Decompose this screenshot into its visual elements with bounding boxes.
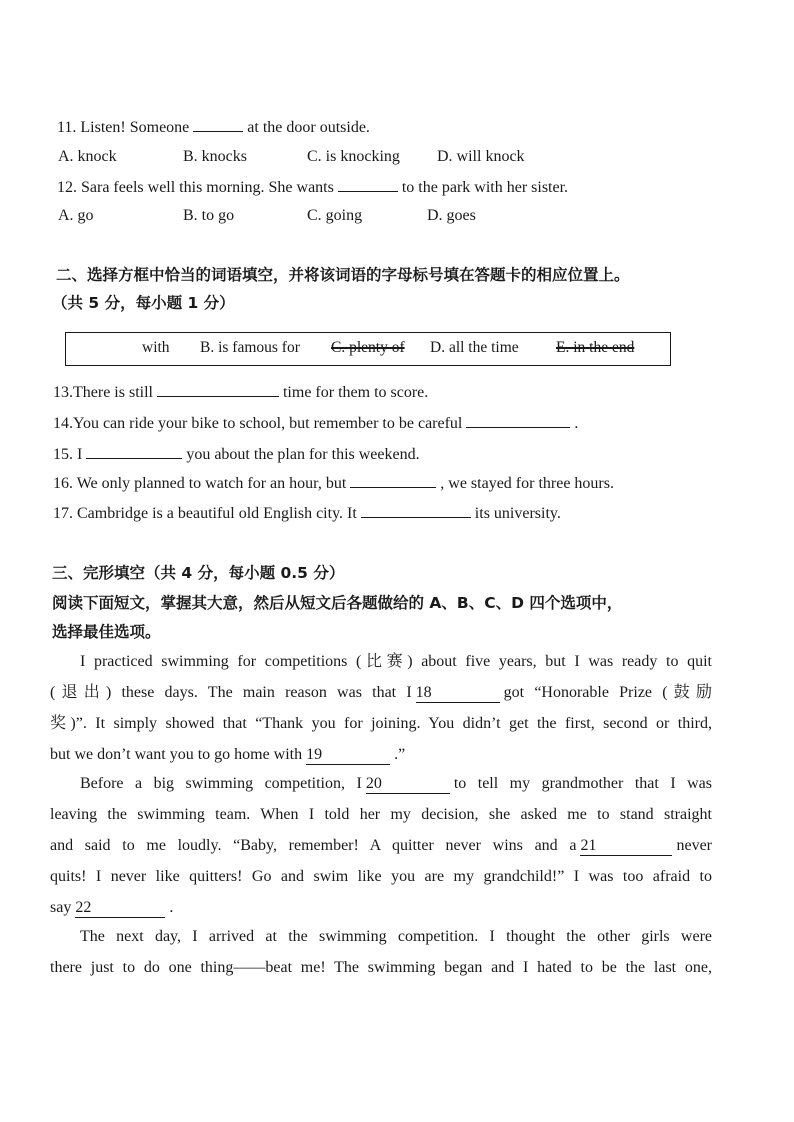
- p2-line-4: [50, 861, 712, 892]
- p1-line-4-text-b: .”: [394, 746, 406, 763]
- p2-line-2-text: leaving the swimming team. When I told her my decision, she asked me to stand straight: [50, 806, 712, 823]
- q11-text-after: at the door outside.: [247, 119, 370, 136]
- q13-blank[interactable]: [157, 380, 279, 397]
- q16-text-before: 16. We only planned to watch for an hour, but: [53, 475, 347, 492]
- p2-line-5-text-a: say: [50, 899, 72, 916]
- p2-line-5: [50, 892, 712, 923]
- p1-line-3: [50, 708, 712, 739]
- q11-option-a[interactable]: A. knock: [58, 148, 117, 165]
- blank-19[interactable]: 19: [306, 746, 390, 765]
- section2-subheading: （共 5 分，每小题 1 分）: [52, 294, 235, 312]
- q15-text-after: you about the plan for this weekend.: [186, 446, 420, 463]
- q11-option-b[interactable]: B. knocks: [183, 148, 247, 165]
- p3-line-2: [50, 952, 712, 983]
- q12-option-d[interactable]: D. goes: [427, 207, 476, 224]
- q13-text-after: time for them to score.: [282, 384, 429, 401]
- q11-option-c[interactable]: C. is knocking: [307, 148, 400, 165]
- p1-line-4-text-a: but we don’t want you to go home with: [50, 746, 303, 763]
- p1-line-4: [50, 739, 712, 770]
- blank-20[interactable]: 20: [366, 775, 450, 794]
- q11-option-d[interactable]: D. will knock: [437, 148, 525, 165]
- blank-18[interactable]: 18: [416, 684, 500, 703]
- question-14: [53, 411, 578, 435]
- cloze-paragraph-1: [50, 646, 712, 770]
- word-box: [65, 332, 671, 366]
- section2-heading: 二、选择方框中恰当的词语填空，并将该词语的字母标号填在答题卡的相应位置上。: [56, 266, 630, 284]
- q16-blank[interactable]: [350, 471, 436, 488]
- q15-text-before: 15. I: [53, 446, 83, 463]
- cloze-paragraph-2: [50, 768, 712, 923]
- p2-line-5-text-b: .: [169, 899, 174, 916]
- question-16: [53, 471, 614, 495]
- p2-line-2: [50, 799, 712, 830]
- p2-line-3-text-a: and said to me loudly. “Baby, remember! A quitter never wins and a: [50, 837, 577, 854]
- question-11: [57, 115, 370, 139]
- p1-line-2-text-b: got “Honorable Prize (鼓励: [503, 684, 712, 701]
- word-box-item-c: C. plenty of: [331, 339, 405, 356]
- word-box-item-b: B. is famous for: [200, 339, 300, 356]
- section3-heading: 三、完形填空（共 4 分，每小题 0.5 分）: [52, 564, 345, 582]
- q17-text-after: its university.: [474, 505, 561, 522]
- q16-text-after: , we stayed for three hours.: [440, 475, 614, 492]
- blank-22[interactable]: 22: [75, 899, 165, 918]
- word-box-item-e: E. in the end: [556, 339, 635, 356]
- word-box-item-a: with: [142, 339, 170, 356]
- blank-21[interactable]: 21: [580, 837, 672, 856]
- q12-text-before: 12. Sara feels well this morning. She wants: [57, 179, 334, 196]
- q14-text-before: 14.You can ride your bike to school, but remember to be careful: [53, 415, 463, 432]
- q12-option-c[interactable]: C. going: [307, 207, 363, 224]
- p1-line-2: [50, 677, 712, 708]
- p3-line-1-text: The next day, I arrived at the swimming competition. I thought the other girls were: [80, 928, 712, 945]
- section3-instruction-2: 选择最佳选项。: [52, 623, 161, 641]
- q14-blank[interactable]: [466, 411, 570, 428]
- section3-instruction-1: 阅读下面短文，掌握其大意，然后从短文后各题做给的 A、B、C、D 四个选项中，: [52, 594, 623, 612]
- question-17: [53, 501, 561, 525]
- word-box-item-d: D. all the time: [430, 339, 519, 356]
- p2-line-3: [50, 830, 712, 861]
- q13-text-before: 13.There is still: [53, 384, 153, 401]
- q12-option-a[interactable]: A. go: [58, 207, 94, 224]
- p2-line-3-text-b: never: [676, 837, 712, 854]
- p2-line-1-text-a: Before a big swimming competition, I: [80, 775, 362, 792]
- q17-blank[interactable]: [361, 501, 471, 518]
- p3-line-1: [50, 921, 712, 952]
- q12-blank[interactable]: [338, 175, 398, 192]
- q12-option-b[interactable]: B. to go: [183, 207, 235, 224]
- q17-text-before: 17. Cambridge is a beautiful old English city. It: [53, 505, 357, 522]
- q14-text-after: .: [574, 415, 579, 432]
- question-15: [53, 442, 420, 466]
- p2-line-1: [50, 768, 712, 799]
- p1-line-2-text-a: (退出) these days. The main reason was that I: [50, 684, 412, 701]
- q15-blank[interactable]: [86, 442, 182, 459]
- q12-text-after: to the park with her sister.: [401, 179, 569, 196]
- p1-line-1: [50, 646, 712, 677]
- p3-line-2-text: there just to do one thing——beat me! The swimming began and I hated to be the last one,: [50, 959, 712, 976]
- p1-line-1-text: I practiced swimming for competitions (比赛) about five years, but I was ready to quit: [80, 653, 712, 670]
- p2-line-1-text-b: to tell my grandmother that I was: [453, 775, 713, 792]
- q11-text-before: 11. Listen! Someone: [57, 119, 190, 136]
- p1-line-3-text: 奖)”. It simply showed that “Thank you for joining. You didn’t get the first, second or third,: [50, 715, 712, 732]
- question-12: [57, 175, 568, 199]
- q11-blank[interactable]: [193, 115, 243, 132]
- question-13: [53, 380, 428, 404]
- p2-line-4-text: quits! I never like quitters! Go and swim like you are my grandchild!” I was too afraid to: [50, 868, 712, 885]
- cloze-paragraph-3: [50, 921, 712, 983]
